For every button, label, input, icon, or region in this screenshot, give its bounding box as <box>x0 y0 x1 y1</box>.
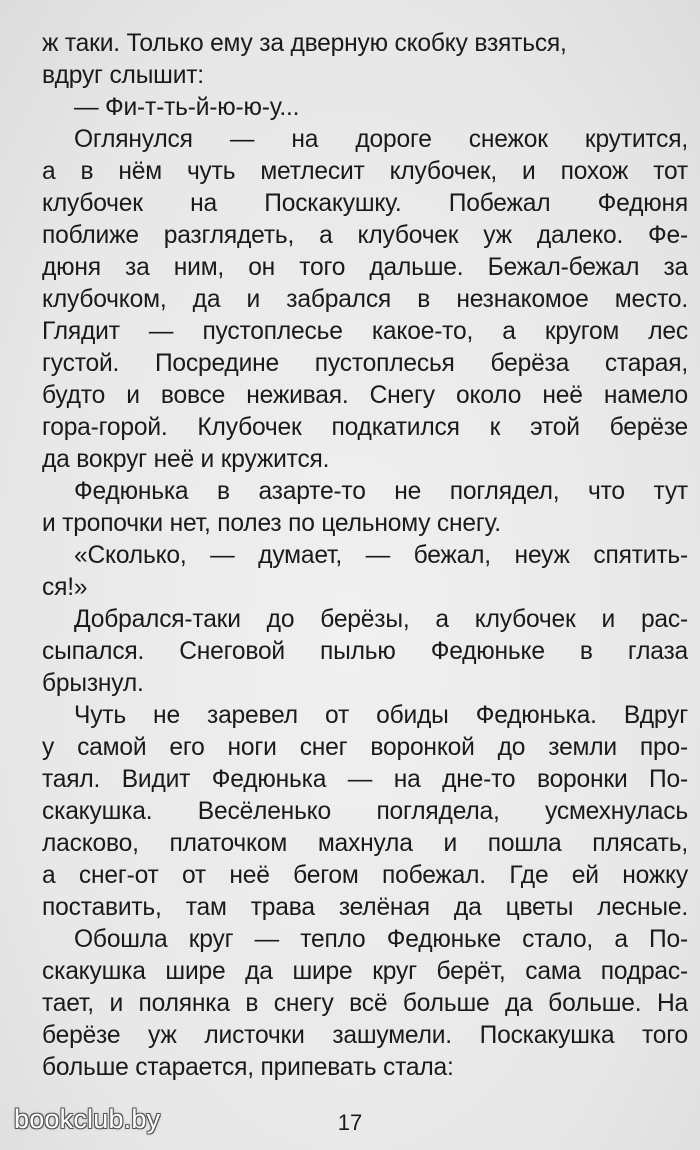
text-line: у самой его ноги снег воронкой до земли про- <box>42 734 688 761</box>
page-number: 17 <box>337 1110 363 1135</box>
text-line: берёзе уж листочки зашумели. Поскакушка того <box>42 1022 688 1049</box>
text-line: Обошла круг — тепло Федюньке стало, а По- <box>74 926 688 953</box>
text-line: ся!» <box>42 574 88 601</box>
text-line: вдруг слышит: <box>42 62 204 89</box>
text-line: ж таки. Только ему за дверную скобку взяться, <box>42 30 567 57</box>
text-line: Добрался-таки до берёзы, а клубочек и рас- <box>74 606 688 633</box>
text-line: а снег-от от неё бегом побежал. Где ей ножку <box>42 862 688 889</box>
text-line: сыпался. Снеговой пылью Федюньке в глаза <box>42 638 688 665</box>
text-line: брызнул. <box>42 670 144 697</box>
text-line: — Фи-т-ть-й-ю-ю-у... <box>74 94 300 121</box>
text-line: Федюнька в азарте-то не поглядел, что тут <box>74 478 688 505</box>
text-line: будто и вовсе неживая. Снегу около неё намело <box>42 382 688 409</box>
text-line: дюня за ним, он того дальше. Бежал-бежал за <box>42 254 688 281</box>
text-line: а в нём чуть метлесит клубочек, и похож тот <box>42 158 688 185</box>
page-text <box>42 28 688 1084</box>
text-line: поставить, там трава зелёная да цветы лесные. <box>42 894 688 921</box>
text-line: клубочком, да и забрался в незнакомое место. <box>42 286 688 313</box>
text-line: ласково, платочком махнула и пошла плясать, <box>42 830 688 857</box>
text-line: Оглянулся — на дороге снежок крутится, <box>74 126 688 153</box>
watermark-text: bookclub.by <box>14 1104 161 1134</box>
text-line: Глядит — пустоплесье какое-то, а кругом лес <box>42 318 688 345</box>
text-line: таял. Видит Федюнька — на дне-то воронки По- <box>42 766 688 793</box>
text-line: скакушка шире да шире круг берёт, сама подрас- <box>42 958 688 985</box>
text-line: клубочек на Поскакушку. Побежал Федюня <box>42 190 688 217</box>
text-line: тает, и полянка в снегу всё больше да больше. На <box>42 990 688 1017</box>
text-line: густой. Посредине пустоплесья берёза старая, <box>42 350 688 377</box>
text-line: гора-горой. Клубочек подкатился к этой берёзе <box>42 414 688 441</box>
text-line: и тропочки нет, полез по цельному снегу. <box>42 510 501 537</box>
text-line: поближе разглядеть, а клубочек уж далеко. Фе- <box>42 222 688 249</box>
text-line: Чуть не заревел от обиды Федюнька. Вдруг <box>74 702 688 729</box>
text-line: да вокруг неё и кружится. <box>42 446 330 473</box>
text-line: «Сколько, — думает, — бежал, неуж спятить- <box>74 542 688 569</box>
text-line: скакушка. Весёленько поглядела, усмехнулась <box>42 798 688 825</box>
text-line: больше старается, припевать стала: <box>42 1054 454 1081</box>
